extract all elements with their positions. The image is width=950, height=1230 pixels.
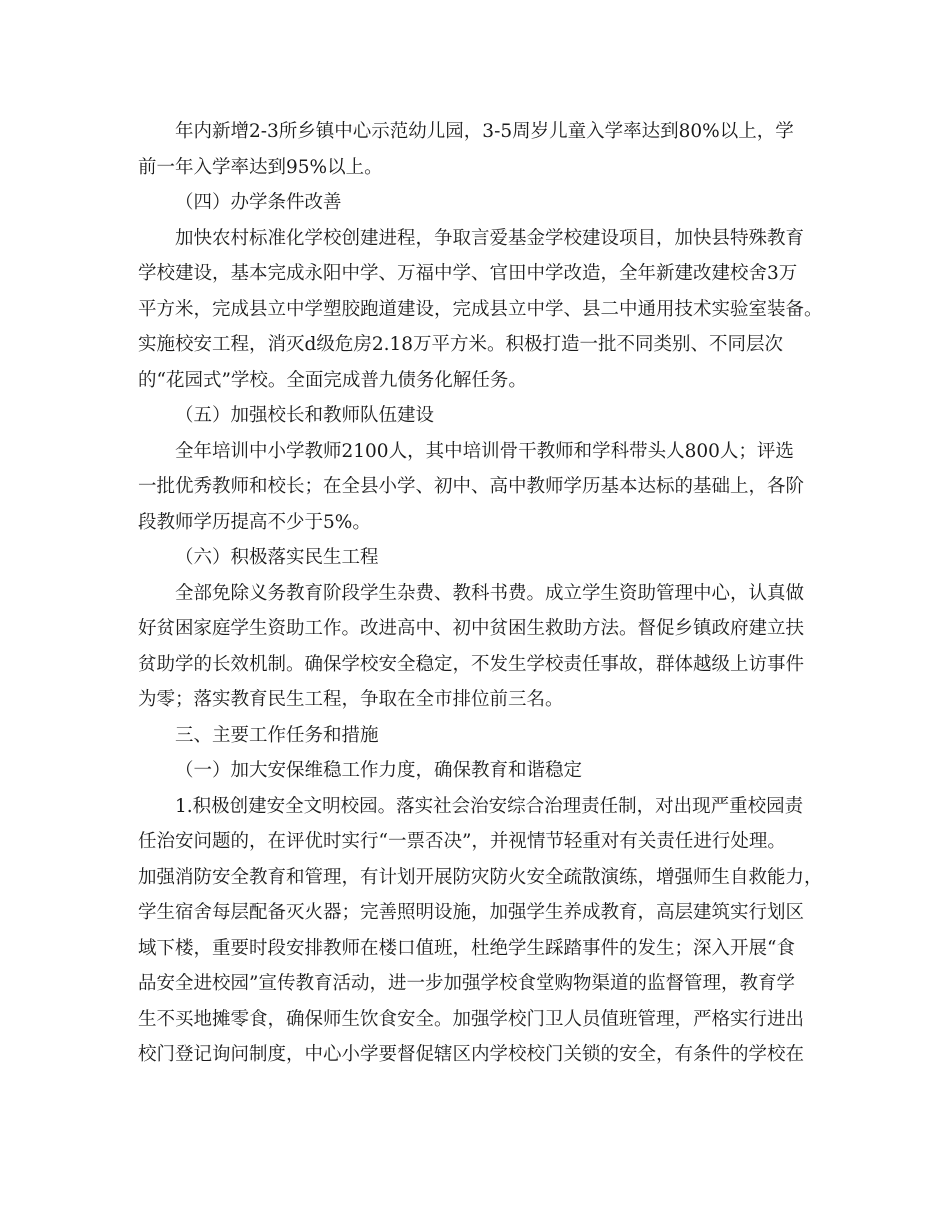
text-line: 贫助学的长效机制。确保学校安全稳定，不发生学校责任事故，群体越级上访事件 [138,653,805,675]
text-line: （四）办学条件改善 [175,192,342,213]
text-line: 年内新增2-3所乡镇中心示范幼儿园，3-5周岁儿童入学率达到80%以上，学 [175,121,794,142]
text-line: 段教师学历提高不少于5%。 [138,511,371,533]
text-line: 前一年入学率达到95%以上。 [138,156,383,178]
text-line: 品安全进校园”宣传教育活动，进一步加强学校食堂购物渠道的监督管理，教育学 [138,973,795,994]
text-line: 全年培训中小学教师2100人，其中培训骨干教师和学科带头人800人；评选 [175,440,794,462]
text-line: （五）加强校长和教师队伍建设 [175,405,435,426]
text-line: （一）加大安保维稳工作力度，确保教育和谐稳定 [175,760,583,781]
text-line: 实施校安工程，消灭d级危房2.18万平方米。积极打造一批不同类别、不同层次 [138,334,784,355]
text-line: 1.积极创建安全文明校园。落实社会治安综合治理责任制，对出现严重校园责 [175,795,804,817]
text-line: 好贫困家庭学生资助工作。改进高中、初中贫困生救助方法。督促乡镇政府建立扶 [138,618,805,639]
text-line: 生不买地摊零食，确保师生饮食安全。加强学校门卫人员值班管理，严格实行进出 [138,1008,805,1030]
text-line: 域下楼，重要时段安排教师在楼口值班，杜绝学生踩踏事件的发生；深入开展“食 [138,937,795,959]
text-line: 一批优秀教师和校长；在全县小学、初中、高中教师学历基本达标的基础上，各阶 [138,476,805,497]
text-line: （六）积极落实民生工程 [175,547,379,568]
text-line: 学生宿舍每层配备灭火器；完善照明设施，加强学生养成教育，高层建筑实行划区 [138,902,805,923]
text-line: 加快农村标准化学校创建进程，争取言爱基金学校建设项目，加快县特殊教育 [175,227,805,249]
text-line: 学校建设，基本完成永阳中学、万福中学、官田中学改造，全年新建改建校舍3万 [138,263,798,284]
text-line: 任治安问题的，在评优时实行“一票否决”，并视情节轻重对有关责任进行处理。 [138,831,786,852]
text-line: 三、主要工作任务和措施 [175,724,379,746]
text-line: 的“花园式”学校。全面完成普九债务化解任务。 [138,369,527,391]
document-body [138,114,823,1073]
text-line: 平方米，完成县立中学塑胶跑道建设，完成县立中学、县二中通用技术实验室装备。 [138,298,823,320]
text-line: 为零；落实教育民生工程，争取在全市排位前三名。 [138,689,564,710]
text-line: 校门登记询问制度，中心小学要督促辖区内学校校门关锁的安全，有条件的学校在 [138,1044,805,1065]
text-line: 加强消防安全教育和管理，有计划开展防灾防火安全疏散演练，增强师生自救能力， [138,866,823,888]
text-line: 全部免除义务教育阶段学生杂费、教科书费。成立学生资助管理中心，认真做 [175,582,805,604]
